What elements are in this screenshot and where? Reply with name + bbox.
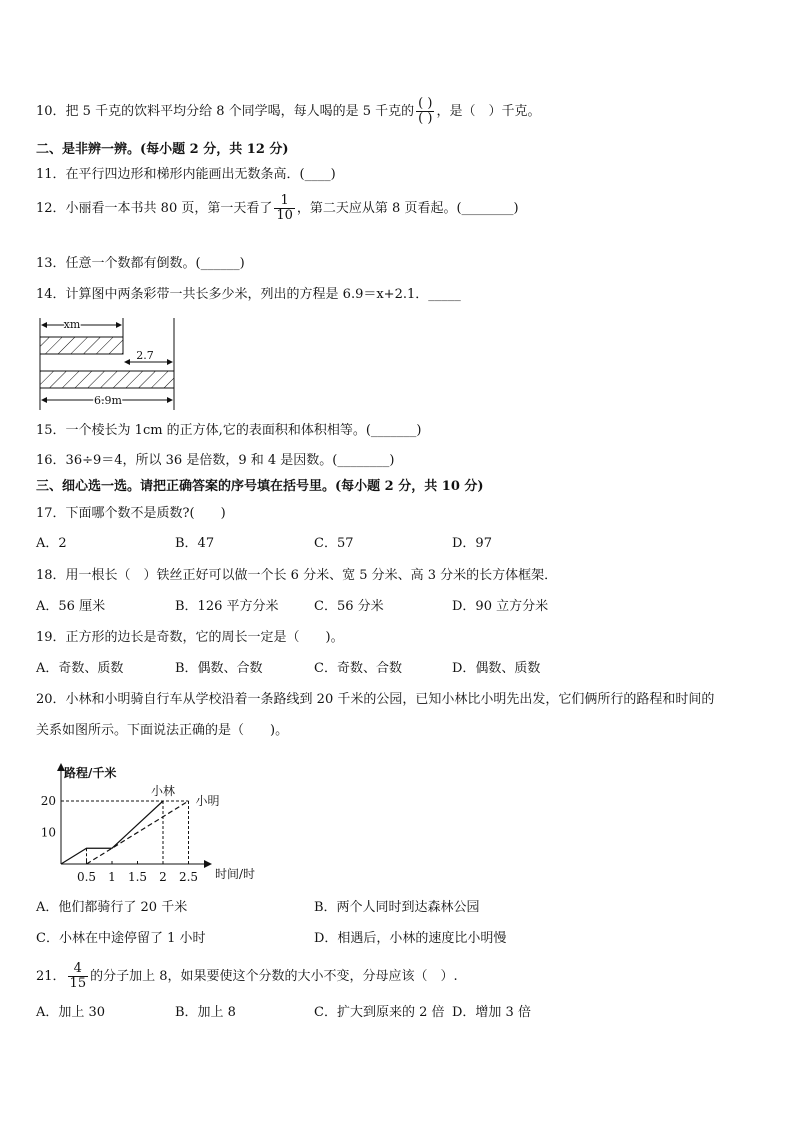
- question-10-fraction: $\frac{( )}{( )}$: [418, 96, 433, 126]
- section-3-heading: 三、细心选一选。请把正确答案的序号填在括号里。(每小题 2 分，共 10 分): [36, 479, 484, 494]
- x-tick-label: 1: [108, 870, 116, 884]
- question-12-fraction: $\frac{1}{10}$: [276, 193, 293, 223]
- q21-option-c: C．扩大到原来的 2 倍: [314, 1005, 445, 1020]
- question-21: [36, 962, 458, 991]
- question-20-line-2: 关系如图所示。下面说法正确的是（ )。: [36, 723, 289, 738]
- ribbon-xm-label: xm: [63, 318, 81, 331]
- q20-option-a: A．他们都骑行了 20 千米: [36, 900, 188, 915]
- ribbon-total-label: 6.9m: [94, 394, 122, 407]
- q20-option-b: B．两个人同时到达森林公园: [314, 900, 480, 915]
- q20-option-c: C．小林在中途停留了 1 小时: [36, 931, 206, 946]
- x-tick-label: 2: [159, 870, 167, 884]
- series-label: 小林: [150, 784, 176, 798]
- question-12: [36, 194, 519, 223]
- question-16: 16．36÷9＝4，所以 36 是倍数，9 和 4 是因数。(________): [36, 453, 395, 468]
- q18-option-b: B．126 平方分米: [175, 599, 279, 614]
- series-line-1: [61, 801, 163, 864]
- question-15: 15．一个棱长为 1cm 的正方体,它的表面积和体积相等。(_______): [36, 423, 422, 438]
- arrow-head: [116, 322, 122, 328]
- q18-option-a: A．56 厘米: [36, 599, 106, 614]
- q20-option-d: D．相遇后，小林的速度比小明慢: [314, 931, 507, 946]
- question-21-fraction: $\frac{4}{15}$: [69, 961, 87, 991]
- q17-option-d: D．97: [452, 536, 492, 551]
- section-2-heading: 二、是非辨一辨。(每小题 2 分，共 12 分): [36, 142, 289, 157]
- question-20-line-1: 20．小林和小明骑自行车从学校沿着一条路线到 20 千米的公园，已知小林比小明先出发，它们俩所行的路程和时间的: [36, 692, 715, 707]
- q21-option-a: A．加上 30: [36, 1005, 106, 1020]
- q21-option-b: B．加上 8: [175, 1005, 236, 1020]
- q19-option-d: D．偶数、质数: [452, 661, 541, 676]
- ribbon-diagram: [34, 314, 184, 412]
- arrow-head: [124, 359, 130, 365]
- x-axis-arrow: [204, 860, 212, 868]
- question-19: 19．正方形的边长是奇数，它的周长一定是（ )。: [36, 630, 344, 645]
- top-ribbon: [40, 337, 123, 354]
- question-21-number: 21．: [36, 969, 66, 984]
- series-line-2: [87, 801, 189, 864]
- q21-option-d: D．增加 3 倍: [452, 1005, 531, 1020]
- question-11: 11．在平行四边形和梯形内能画出无数条高．(____): [36, 167, 336, 182]
- question-14: 14．计算图中两条彩带一共长多少米，列出的方程是 6.9＝x+2.1．_____: [36, 287, 461, 302]
- y-tick-label: 20: [40, 794, 56, 808]
- q18-option-d: D．90 立方分米: [452, 599, 549, 614]
- question-10-text: 10．把 5 千克的饮料平均分给 8 个同学喝，每人喝的是 5 千克的: [36, 104, 415, 119]
- question-18: 18．用一根长（ ）铁丝正好可以做一个长 6 分米、宽 5 分米、高 3 分米的长方体框架．: [36, 568, 558, 583]
- x-tick-label: 2.5: [178, 870, 199, 884]
- q17-option-c: C．57: [314, 536, 354, 551]
- question-10: [36, 97, 540, 126]
- arrow-head: [167, 359, 173, 365]
- question-13: 13．任意一个数都有倒数。(______): [36, 256, 245, 271]
- q19-option-b: B．偶数、合数: [175, 661, 263, 676]
- x-axis-label: 时间/时: [215, 867, 256, 881]
- q19-option-a: A．奇数、质数: [36, 661, 124, 676]
- q17-option-a: A．2: [36, 536, 67, 551]
- q17-option-b: B．47: [175, 536, 215, 551]
- arrow-head: [167, 397, 173, 403]
- question-21-text: 的分子加上 8，如果要使这个分数的大小不变，分母应该（ ）.: [90, 969, 458, 984]
- bottom-ribbon: [40, 371, 174, 388]
- q19-option-c: C．奇数、合数: [314, 661, 402, 676]
- arrow-head: [41, 322, 47, 328]
- arrow-head: [41, 397, 47, 403]
- question-10-tail: ，是（ ）千克。: [436, 104, 541, 119]
- ribbon-difference-label: 2.7: [136, 349, 154, 362]
- question-12-tail: ，第二天应从第 8 页看起。(________): [296, 201, 519, 216]
- series-label: 小明: [195, 794, 220, 808]
- y-tick-label: 10: [40, 825, 56, 840]
- question-12-text: 12．小丽看一本书共 80 页，第一天看了: [36, 201, 273, 216]
- q18-option-c: C．56 分米: [314, 599, 384, 614]
- x-tick-label: 0.5: [76, 870, 97, 884]
- x-tick-label: 1.5: [127, 870, 148, 884]
- question-17: 17．下面哪个数不是质数?( ): [36, 506, 226, 521]
- y-axis-label: 路程/千米: [64, 766, 117, 780]
- distance-time-chart: [36, 758, 272, 888]
